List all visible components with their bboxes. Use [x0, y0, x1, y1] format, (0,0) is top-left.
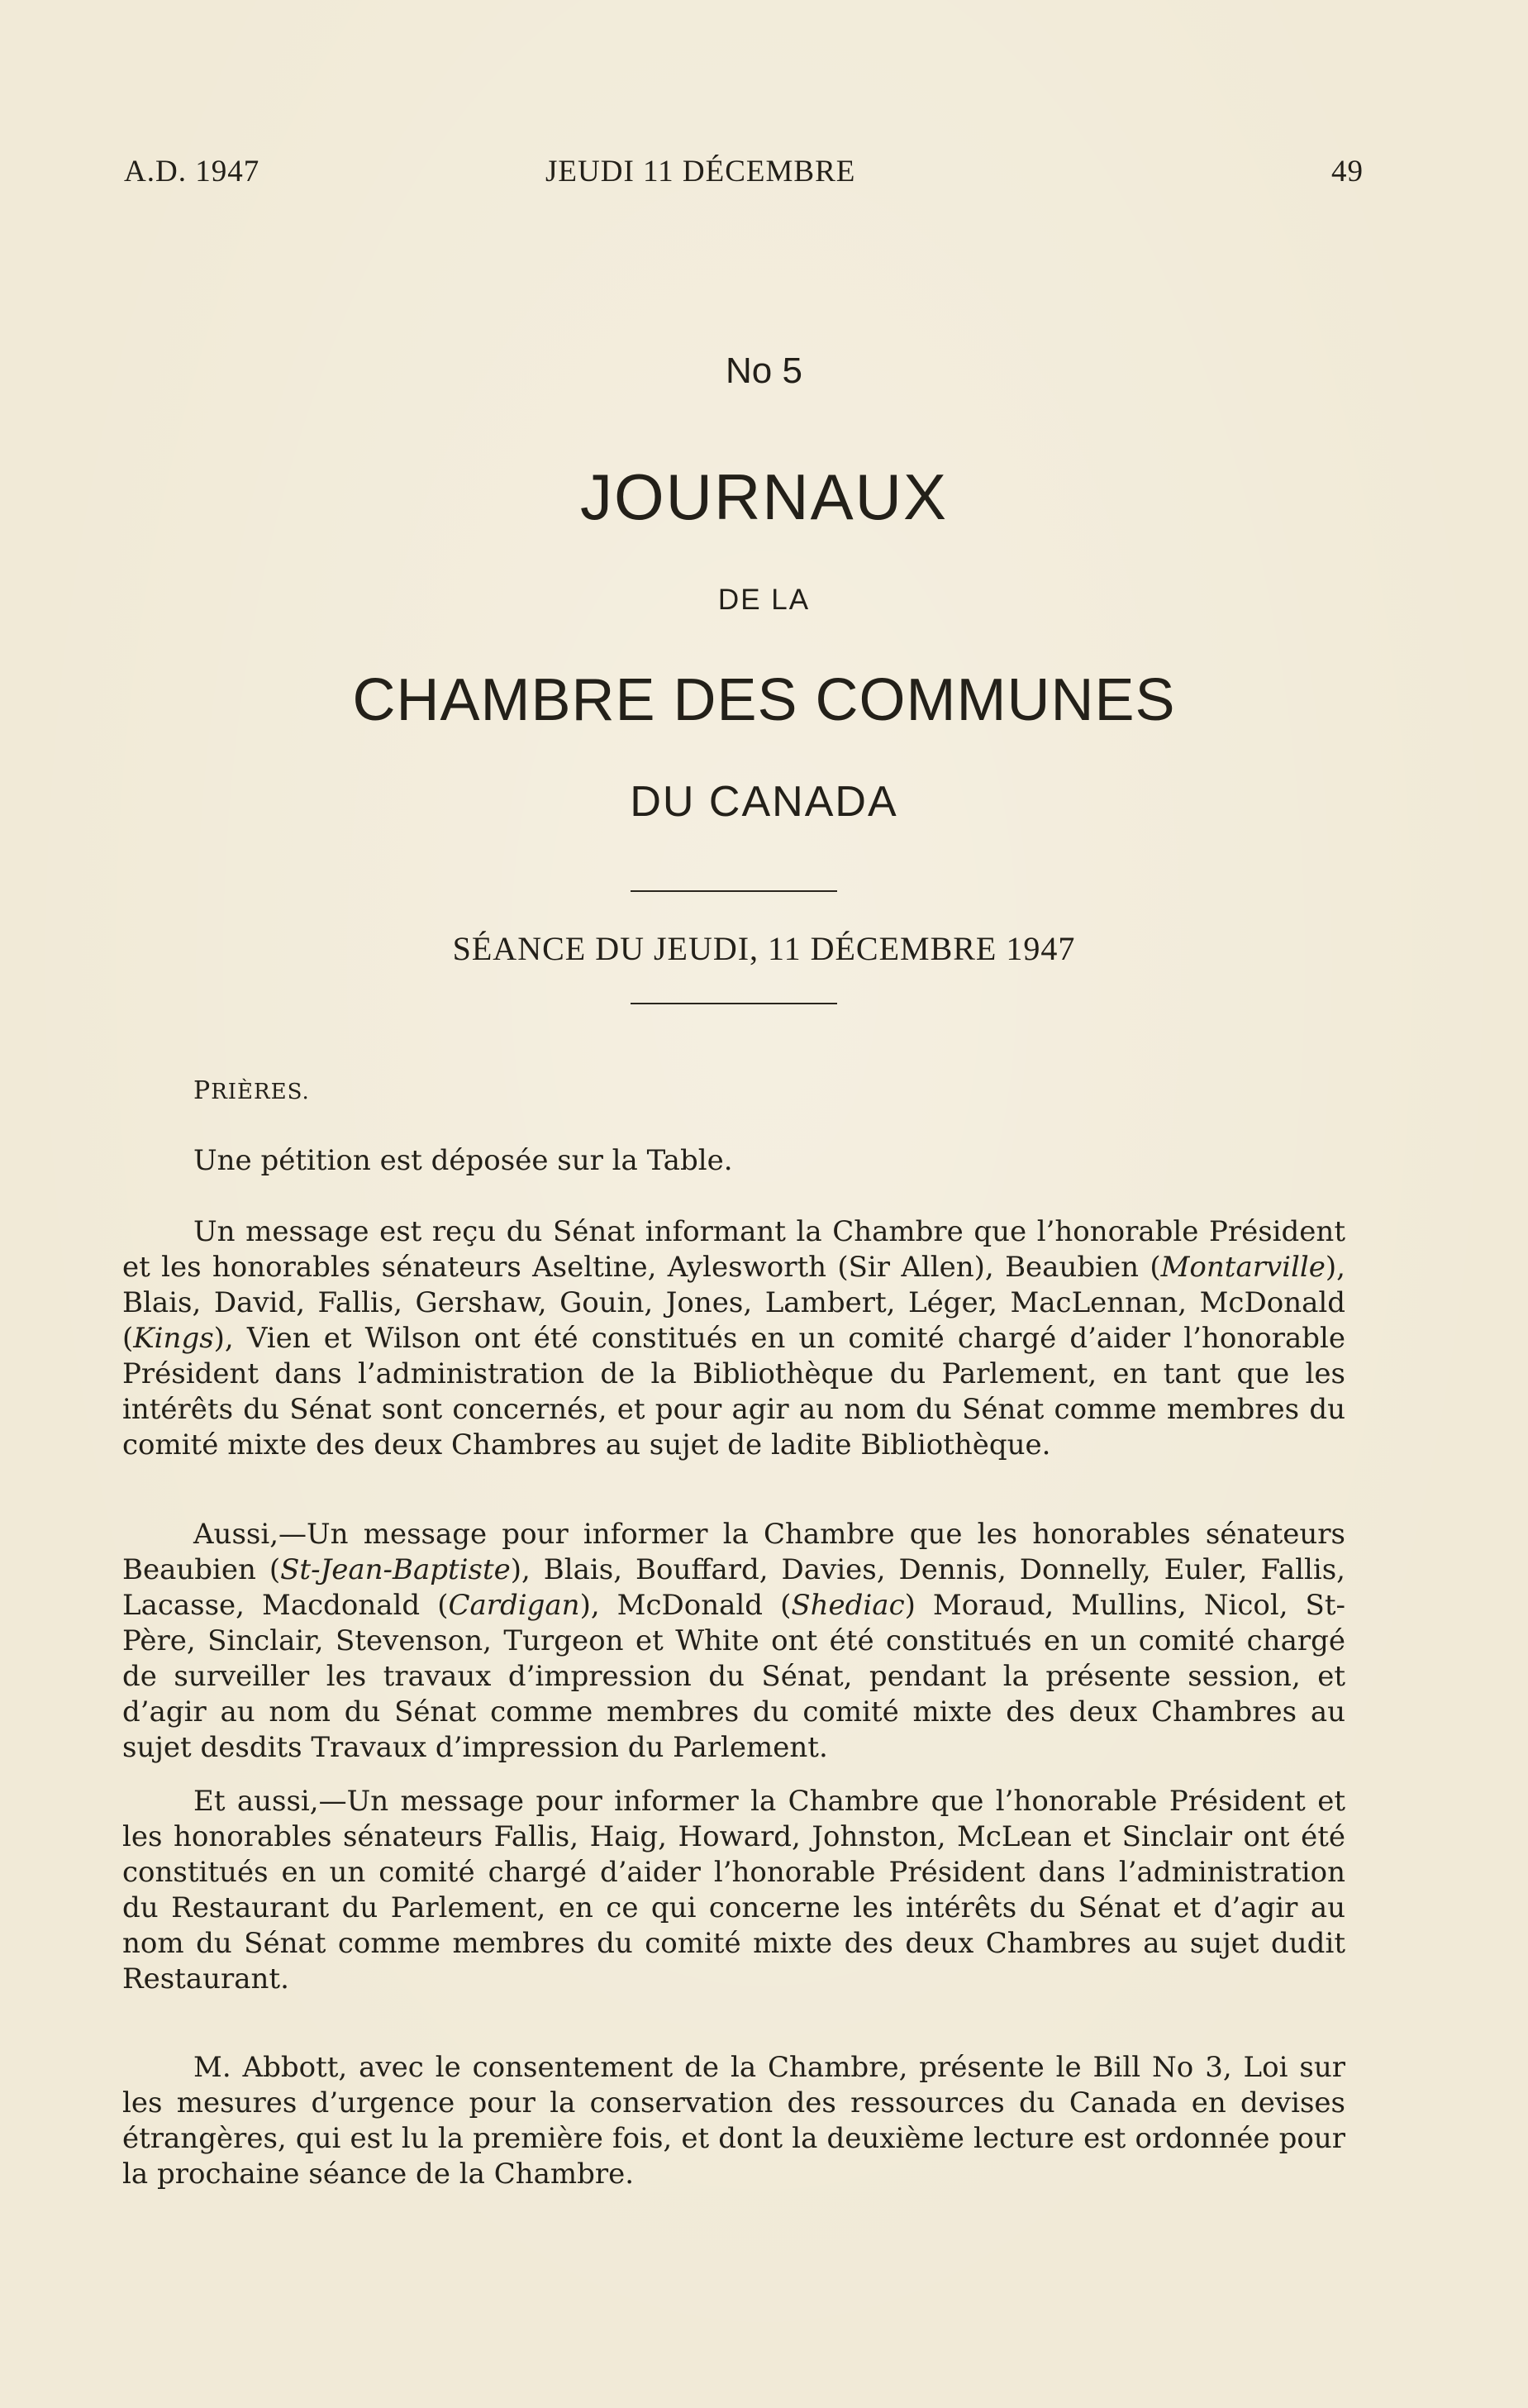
message-paragraph-2 [122, 1517, 1345, 1766]
sitting-heading: SÉANCE DU JEUDI, 11 DÉCEMBRE 1947 [452, 930, 1076, 967]
country-name: DU CANADA [630, 778, 898, 826]
page-number: 49 [1331, 155, 1364, 188]
petition-paragraph [122, 1143, 1345, 1179]
chamber-name: CHAMBRE DES COMMUNES [352, 667, 1176, 733]
prayers-rest: RIÈRES. [211, 1080, 310, 1104]
prayers-heading [193, 1073, 1416, 1110]
message-2-part-2: ), Blais, Bouffard, Davies, Dennis, Donnelly, Euler, Fallis, Lacasse, Macdonald ( [122, 1553, 1345, 1622]
message-2-part-4: ) Moraud, Mullins, Nicol, St-Père, Sinclair, Stevenson, Turgeon et White ont été constitués en un comité chargé de surveiller les travaux d’impression du Sénat, pendant la présente session, et d’agir au nom du Sénat comme membres du comité mixte des deux Chambres au sujet desdits Travaux d’impression du Parlement. [122, 1589, 1345, 1764]
issue-number: No 5 [726, 350, 802, 391]
message-2-italic-2: Cardigan [448, 1589, 580, 1622]
message-paragraph-1 [122, 1214, 1345, 1463]
running-head [124, 154, 1364, 195]
running-head-year: A.D. 1947 [124, 155, 260, 188]
title-connector: DE LA [717, 584, 811, 616]
message-2-part-1: Aussi,—Un message pour informer la Chambre que les honorables sénateurs Beaubien ( [122, 1518, 1345, 1586]
divider-top [631, 890, 837, 892]
message-1-part-3: ), Vien et Wilson ont été constitués en un comité chargé d’aider l’honorable Président dans l’administration de la Bibliothèque du Parlement, en tant que les intérêts du Sénat sont concernés, et pour agir au nom du Sénat comme membres du comité mixte des deux Chambres au sujet de ladite Bibliothèque. [122, 1322, 1345, 1461]
message-2-part-3: ), McDonald ( [579, 1589, 792, 1622]
petition-text: Une pétition est déposée sur la Table. [193, 1144, 733, 1177]
prayers-initial: P [193, 1076, 212, 1105]
message-3-text: Et aussi,—Un message pour informer la Chambre que l’honorable Président et les honorables sénateurs Fallis, Haig, Howard, Johnston, McLean et Sinclair ont été constitués en un comité chargé d’aider l’honorable Président dans l’administration du Restaurant du Parlement, en ce qui concerne les intérêts du Sénat et d’agir au nom du Sénat comme membres du comité mixte des deux Chambres au sujet dudit Restaurant. [122, 1785, 1345, 1996]
message-1-part-1: Un message est reçu du Sénat informant la Chambre que l’honorable Président et les honorables sénateurs Aseltine, Aylesworth (Sir Allen), Beaubien ( [122, 1215, 1345, 1284]
message-2-italic-1: St-Jean-Baptiste [280, 1553, 511, 1586]
running-head-date: JEUDI 11 DÉCEMBRE [545, 155, 856, 188]
message-1-part-2: ), Blais, David, Fallis, Gershaw, Gouin, Jones, Lambert, Léger, MacLennan, McDonald ( [122, 1251, 1345, 1355]
message-paragraph-3 [122, 1784, 1345, 1997]
message-2-text [122, 1517, 1345, 1766]
divider-bottom [631, 1003, 837, 1004]
message-1-italic-1: Montarville [1160, 1251, 1326, 1284]
message-1-italic-2: Kings [133, 1322, 214, 1355]
page-title: JOURNAUX [579, 460, 949, 533]
bill-text: M. Abbott, avec le consentement de la Chambre, présente le Bill No 3, Loi sur les mesures d’urgence pour la conservation des ressources du Canada en devises étrangères, qui est lu la première fois, et dont la deuxième lecture est ordonnée pour la prochaine séance de la Chambre. [122, 2051, 1345, 2191]
bill-paragraph [122, 2050, 1345, 2192]
message-1-text [122, 1214, 1345, 1463]
message-2-italic-3: Shediac [791, 1589, 905, 1622]
